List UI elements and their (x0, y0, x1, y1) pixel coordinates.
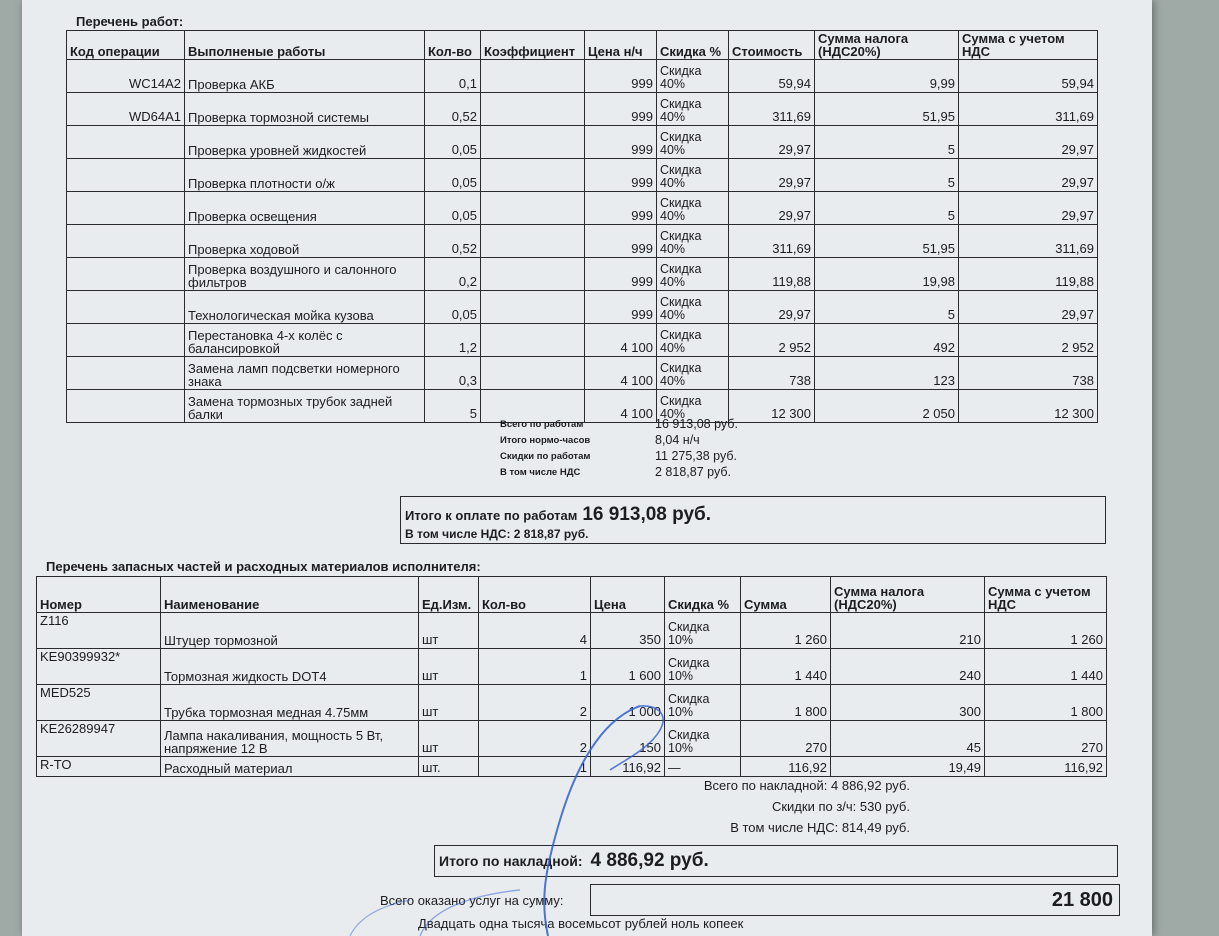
works-cell-tax: 51,95 (815, 93, 959, 126)
parts-table-row (37, 757, 1107, 777)
works-cell-total: 29,97 (959, 192, 1098, 225)
works-cell-qty: 0,05 (425, 192, 481, 225)
works-cell-cost: 29,97 (729, 291, 815, 324)
works-cell-price: 999 (585, 126, 657, 159)
works-header-total: Сумма с учетом НДС (959, 31, 1098, 60)
parts-cell-sum: 1 440 (741, 649, 831, 685)
parts-title: Перечень запасных частей и расходных материалов исполнителя: (46, 559, 481, 574)
works-header-qty: Кол-во (425, 31, 481, 60)
parts-cell-sum: 1 260 (741, 613, 831, 649)
works-cell-price: 999 (585, 192, 657, 225)
works-cell-total: 12 300 (959, 390, 1098, 423)
parts-header-code: Номер (37, 577, 161, 613)
works-cell-cost: 311,69 (729, 225, 815, 258)
services-value: 21 800 (1051, 889, 1113, 911)
parts-cell-code: MED525 (37, 685, 161, 721)
works-cell-cost: 2 952 (729, 324, 815, 357)
parts-summary-total: Всего по накладной: 4 886,92 руб. (703, 778, 910, 793)
works-cell-total: 311,69 (959, 93, 1098, 126)
summary-value: 11 275,38 руб. (655, 449, 737, 463)
works-cell-tax: 492 (815, 324, 959, 357)
works-cell-coef (481, 258, 585, 291)
services-total-box (590, 884, 1120, 916)
works-header-cost: Стоимость (729, 31, 815, 60)
parts-cell-price: 150 (591, 721, 665, 757)
summary-label: Итого нормо-часов (500, 434, 591, 446)
works-cell-coef (481, 192, 585, 225)
summary-value: 16 913,08 руб. (655, 417, 738, 431)
works-cell-code (67, 258, 185, 291)
works-table (66, 30, 1098, 423)
works-table-row (67, 291, 1098, 324)
works-cell-cost: 29,97 (729, 126, 815, 159)
works-cell-price: 999 (585, 291, 657, 324)
works-cell-total: 119,88 (959, 258, 1098, 291)
works-cell-price: 4 100 (585, 390, 657, 423)
invoice-label: Итого по накладной: (439, 853, 583, 869)
works-cell-tax: 5 (815, 159, 959, 192)
works-cell-tax: 5 (815, 126, 959, 159)
parts-cell-name: Тормозная жидкость DOT4 (161, 649, 419, 685)
parts-header-name: Наименование (161, 577, 419, 613)
payable-vat: В том числе НДС: 2 818,87 руб. (405, 527, 589, 541)
parts-cell-name: Лампа накаливания, мощность 5 Вт, напряжение 12 В (161, 721, 419, 757)
works-table-row (67, 357, 1098, 390)
parts-cell-discount: Скидка 10% (665, 613, 741, 649)
parts-summary-vat: В том числе НДС: 814,49 руб. (730, 820, 910, 835)
parts-cell-code: KE90399932* (37, 649, 161, 685)
parts-cell-unit: шт. (419, 757, 479, 777)
summary-label: Всего по работам (500, 418, 584, 430)
works-table-row (67, 126, 1098, 159)
parts-table-row (37, 685, 1107, 721)
works-cell-coef (481, 93, 585, 126)
works-cell-code (67, 291, 185, 324)
works-table-row (67, 258, 1098, 291)
works-cell-code (67, 126, 185, 159)
parts-cell-name: Штуцер тормозной (161, 613, 419, 649)
works-cell-coef (481, 291, 585, 324)
parts-cell-sum: 270 (741, 721, 831, 757)
works-cell-total: 29,97 (959, 159, 1098, 192)
works-cell-name: Проверка АКБ (185, 60, 425, 93)
works-cell-code (67, 159, 185, 192)
parts-cell-code: KE26289947 (37, 721, 161, 757)
parts-cell-code: Z116 (37, 613, 161, 649)
works-cell-price: 999 (585, 159, 657, 192)
parts-cell-total: 1 440 (985, 649, 1107, 685)
parts-summary-discount: Скидки по з/ч: 530 руб. (771, 799, 910, 814)
works-cell-name: Замена ламп подсветки номерного знака (185, 357, 425, 390)
works-cell-cost: 738 (729, 357, 815, 390)
parts-cell-unit: шт (419, 613, 479, 649)
works-summary (500, 416, 738, 480)
works-cell-qty: 0,2 (425, 258, 481, 291)
parts-header-total: Сумма с учетом НДС (985, 577, 1107, 613)
works-table-row (67, 324, 1098, 357)
parts-header-sum: Сумма (741, 577, 831, 613)
parts-cell-tax: 210 (831, 613, 985, 649)
works-cell-name: Перестановка 4-х колёс с балансировкой (185, 324, 425, 357)
works-cell-qty: 0,52 (425, 225, 481, 258)
parts-cell-total: 1 260 (985, 613, 1107, 649)
parts-cell-qty: 1 (479, 757, 591, 777)
works-cell-tax: 5 (815, 291, 959, 324)
works-cell-total: 2 952 (959, 324, 1098, 357)
works-cell-discount: Скидка 40% (657, 291, 729, 324)
works-cell-discount: Скидка 40% (657, 192, 729, 225)
summary-value: 8,04 н/ч (655, 433, 700, 447)
works-cell-tax: 51,95 (815, 225, 959, 258)
works-cell-total: 29,97 (959, 291, 1098, 324)
parts-cell-tax: 240 (831, 649, 985, 685)
works-header-discount: Скидка % (657, 31, 729, 60)
works-cell-coef (481, 357, 585, 390)
parts-cell-price: 1 000 (591, 685, 665, 721)
parts-cell-name: Расходный материал (161, 757, 419, 777)
works-cell-discount: Скидка 40% (657, 324, 729, 357)
works-cell-qty: 0,05 (425, 126, 481, 159)
works-cell-discount: Скидка 40% (657, 159, 729, 192)
works-cell-total: 738 (959, 357, 1098, 390)
parts-cell-discount: — (665, 757, 741, 777)
parts-header-unit: Ед.Изм. (419, 577, 479, 613)
works-cell-discount: Скидка 40% (657, 258, 729, 291)
parts-header-qty: Кол-во (479, 577, 591, 613)
parts-cell-discount: Скидка 10% (665, 649, 741, 685)
parts-cell-sum: 1 800 (741, 685, 831, 721)
works-cell-qty: 1,2 (425, 324, 481, 357)
parts-cell-tax: 19,49 (831, 757, 985, 777)
works-cell-price: 999 (585, 225, 657, 258)
parts-cell-discount: Скидка 10% (665, 685, 741, 721)
parts-cell-unit: шт (419, 721, 479, 757)
parts-cell-price: 1 600 (591, 649, 665, 685)
works-cell-code (67, 192, 185, 225)
works-cell-tax: 2 050 (815, 390, 959, 423)
works-cell-total: 311,69 (959, 225, 1098, 258)
works-cell-cost: 29,97 (729, 192, 815, 225)
works-cell-price: 4 100 (585, 324, 657, 357)
summary-label: Скидки по работам (500, 450, 591, 462)
summary-value: 2 818,87 руб. (655, 465, 731, 479)
works-cell-discount: Скидка 40% (657, 126, 729, 159)
works-cell-coef (481, 60, 585, 93)
works-cell-qty: 0,1 (425, 60, 481, 93)
parts-cell-unit: шт (419, 649, 479, 685)
works-header-price: Цена н/ч (585, 31, 657, 60)
parts-cell-price: 116,92 (591, 757, 665, 777)
works-cell-cost: 311,69 (729, 93, 815, 126)
services-label: Всего оказано услуг на сумму: (380, 893, 564, 908)
parts-table (36, 576, 1107, 777)
parts-cell-total: 116,92 (985, 757, 1107, 777)
payable-label: Итого к оплате по работам (405, 508, 578, 523)
works-header-code: Код операции (67, 31, 185, 60)
parts-cell-tax: 45 (831, 721, 985, 757)
parts-table-row (37, 721, 1107, 757)
parts-header-discount: Скидка % (665, 577, 741, 613)
parts-cell-code: R-TO (37, 757, 161, 777)
payable-value: 16 913,08 руб. (582, 504, 712, 525)
works-payable-box (400, 496, 1106, 544)
works-cell-discount: Скидка 40% (657, 93, 729, 126)
parts-cell-qty: 4 (479, 613, 591, 649)
works-cell-qty: 0,05 (425, 159, 481, 192)
parts-cell-price: 350 (591, 613, 665, 649)
parts-cell-name: Трубка тормозная медная 4.75мм (161, 685, 419, 721)
works-cell-discount: Скидка 40% (657, 60, 729, 93)
works-cell-price: 999 (585, 93, 657, 126)
works-table-row (67, 93, 1098, 126)
works-title: Перечень работ: (76, 14, 184, 29)
parts-cell-unit: шт (419, 685, 479, 721)
works-cell-total: 29,97 (959, 126, 1098, 159)
works-cell-name: Замена тормозных трубок задней балки (185, 390, 425, 423)
works-cell-name: Проверка плотности о/ж (185, 159, 425, 192)
parts-cell-total: 270 (985, 721, 1107, 757)
parts-cell-total: 1 800 (985, 685, 1107, 721)
works-cell-name: Проверка тормозной системы (185, 93, 425, 126)
works-cell-name: Проверка ходовой (185, 225, 425, 258)
works-cell-code: WD64A1 (67, 93, 185, 126)
works-cell-cost: 29,97 (729, 159, 815, 192)
works-cell-discount: Скидка 40% (657, 390, 729, 423)
works-cell-code (67, 324, 185, 357)
works-header-tax: Сумма налога (НДС20%) (815, 31, 959, 60)
works-table-row (67, 60, 1098, 93)
parts-cell-discount: Скидка 10% (665, 721, 741, 757)
works-cell-cost: 119,88 (729, 258, 815, 291)
parts-cell-qty: 2 (479, 685, 591, 721)
works-cell-price: 999 (585, 258, 657, 291)
parts-table-row (37, 649, 1107, 685)
works-header-coef: Коэффициент (481, 31, 585, 60)
works-cell-tax: 123 (815, 357, 959, 390)
works-cell-code (67, 357, 185, 390)
parts-header-price: Цена (591, 577, 665, 613)
works-cell-total: 59,94 (959, 60, 1098, 93)
works-cell-name: Технологическая мойка кузова (185, 291, 425, 324)
works-cell-tax: 9,99 (815, 60, 959, 93)
works-cell-coef (481, 324, 585, 357)
works-table-row (67, 159, 1098, 192)
amount-in-words: Двадцать одна тысяча восемьсот рублей ноль копеек (418, 916, 744, 931)
works-table-row (67, 225, 1098, 258)
works-cell-price: 4 100 (585, 357, 657, 390)
works-cell-name: Проверка освещения (185, 192, 425, 225)
parts-cell-qty: 1 (479, 649, 591, 685)
parts-cell-sum: 116,92 (741, 757, 831, 777)
works-cell-code (67, 225, 185, 258)
works-cell-tax: 19,98 (815, 258, 959, 291)
invoice-total-box (434, 845, 1118, 877)
summary-label: В том числе НДС (500, 466, 581, 478)
works-cell-cost: 59,94 (729, 60, 815, 93)
works-header-name: Выполненые работы (185, 31, 425, 60)
works-cell-code: WC14A2 (67, 60, 185, 93)
works-cell-qty: 0,05 (425, 291, 481, 324)
works-cell-coef (481, 126, 585, 159)
works-cell-discount: Скидка 40% (657, 225, 729, 258)
parts-header-tax: Сумма налога (НДС20%) (831, 577, 985, 613)
works-cell-qty: 5 (425, 390, 481, 423)
works-cell-code (67, 390, 185, 423)
works-cell-name: Проверка воздушного и салонного фильтров (185, 258, 425, 291)
works-cell-qty: 0,3 (425, 357, 481, 390)
parts-summary (560, 775, 910, 838)
invoice-value: 4 886,92 руб. (590, 850, 709, 871)
works-cell-cost: 12 300 (729, 390, 815, 423)
works-cell-tax: 5 (815, 192, 959, 225)
works-cell-qty: 0,52 (425, 93, 481, 126)
works-cell-coef (481, 225, 585, 258)
parts-table-row (37, 613, 1107, 649)
works-cell-discount: Скидка 40% (657, 357, 729, 390)
works-cell-name: Проверка уровней жидкостей (185, 126, 425, 159)
parts-cell-qty: 2 (479, 721, 591, 757)
works-cell-coef (481, 159, 585, 192)
works-table-row (67, 192, 1098, 225)
parts-cell-tax: 300 (831, 685, 985, 721)
works-cell-price: 999 (585, 60, 657, 93)
